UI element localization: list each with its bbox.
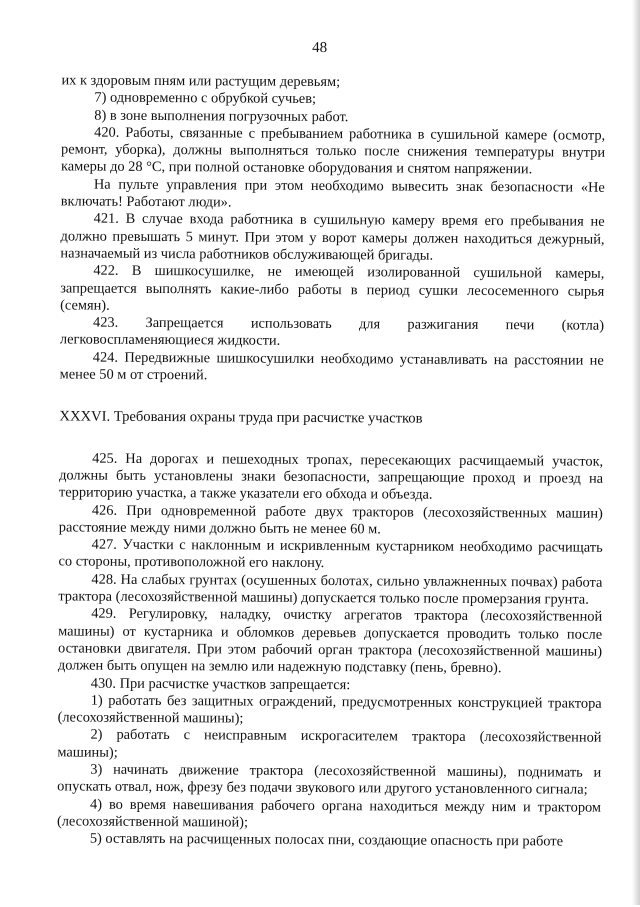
paragraph-420: 420. Работы, связанные с пребыванием работника в сушильной камере (осмотр, ремонт, уборка), должны выполняться только после снижения температуры внутри камеры до 28 °C, при полной остановке оборудования и снятом напряжении. — [60, 124, 606, 178]
paragraph-423: 423. Запрещается использовать для разжигания печи (котла) легковоспламеняющиеся жидкости. — [59, 314, 605, 350]
list-item-7: 7) одновременно с обрубкой сучьев; — [94, 89, 317, 108]
list-item-3: 3) начинать движение трактора (лесохозяйственной машины), поднимать и опускать отвал, нож, фрезу без подачи звукового или другого установленного сигнала; — [57, 761, 602, 798]
section-heading: XXXVI. Требования охраны труда при расчистке участков — [59, 408, 423, 427]
paragraph-429: 429. Регулировку, наладку, очистку агрегатов трактора (лесохозяйственной машины) от кустарника и обломков деревьев допускается проводить только после остановки двигателя. При этом рабочий орган трактора (лесохозяйственной машины) должен быть опущен на землю или надежную подставку (пень, бревно). — [57, 605, 603, 677]
paragraph-424: 424. Передвижные шишкосушилки необходимо устанавливать на расстоянии не менее 50 м от строений. — [59, 349, 604, 384]
list-item-2: 2) работать с неисправным искрогасителем трактора (лесохозяйственной машины); — [57, 727, 602, 761]
paragraph-427: 427. Участки с наклонным и искривленным кустарником необходимо расчищать со стороны, противоположной его наклону. — [58, 536, 603, 572]
paragraph-426: 426. При одновременной работе двух тракторов (лесохозяйственных машин) расстояние между ними должно быть не менее 60 м. — [58, 502, 603, 538]
paragraph-428: 428. На слабых грунтах (осушенных болотах, сильно увлажненных почвах) работа трактора (лесохозяйственной машины) допускается только после промерзания грунта. — [58, 571, 603, 608]
list-item-8: 8) в зоне выполнения погрузочных работ. — [94, 107, 349, 125]
document-body — [57, 72, 606, 851]
scan-edge-shadow — [632, 0, 640, 905]
list-item-4: 4) во время навешивания рабочего органа находиться между ним и трактором (лесохозяйственной машиной); — [56, 796, 602, 831]
page-number: 48 — [312, 39, 328, 57]
paragraph-422: 422. В шишкосушилке, не имеющей изолированной сушильной камеры, запрещается выполнять какие-либо работы в период сушки лесосеменного сырья (семян). — [60, 262, 605, 314]
paragraph-430: 430. При расчистке участков запрещается: — [90, 675, 351, 693]
paragraph-421: 421. В случае входа работника в сушильную камеру время его пребывания не должно превышать 5 минут. При этом у ворот камеры должен находиться дежурный, назначаемый из числа работников обслуживающей бригады. — [60, 210, 605, 264]
paragraph-425: 425. На дорогах и пешеходных тропах, пересекающих расчищаемый участок, должны быть установлены знаки безопасности, запрещающие проход и проезд на территорию участка, а также указатели его обхода и объезда. — [58, 450, 604, 503]
paragraph-continuation: их к здоровым пням или растущим деревьям; — [61, 72, 341, 91]
list-item-5: 5) оставлять на расчищенных полосах пни, создающие опасность при работе — [89, 830, 564, 850]
list-item-1: 1) работать без защитных ограждений, предусмотренных конструкцией трактора (лесохозяйственной машины); — [57, 692, 602, 727]
paragraph-420-sign: На пульте управления при этом необходимо вывесить знак безопасности «Не включать! Работают люди». — [60, 176, 605, 211]
